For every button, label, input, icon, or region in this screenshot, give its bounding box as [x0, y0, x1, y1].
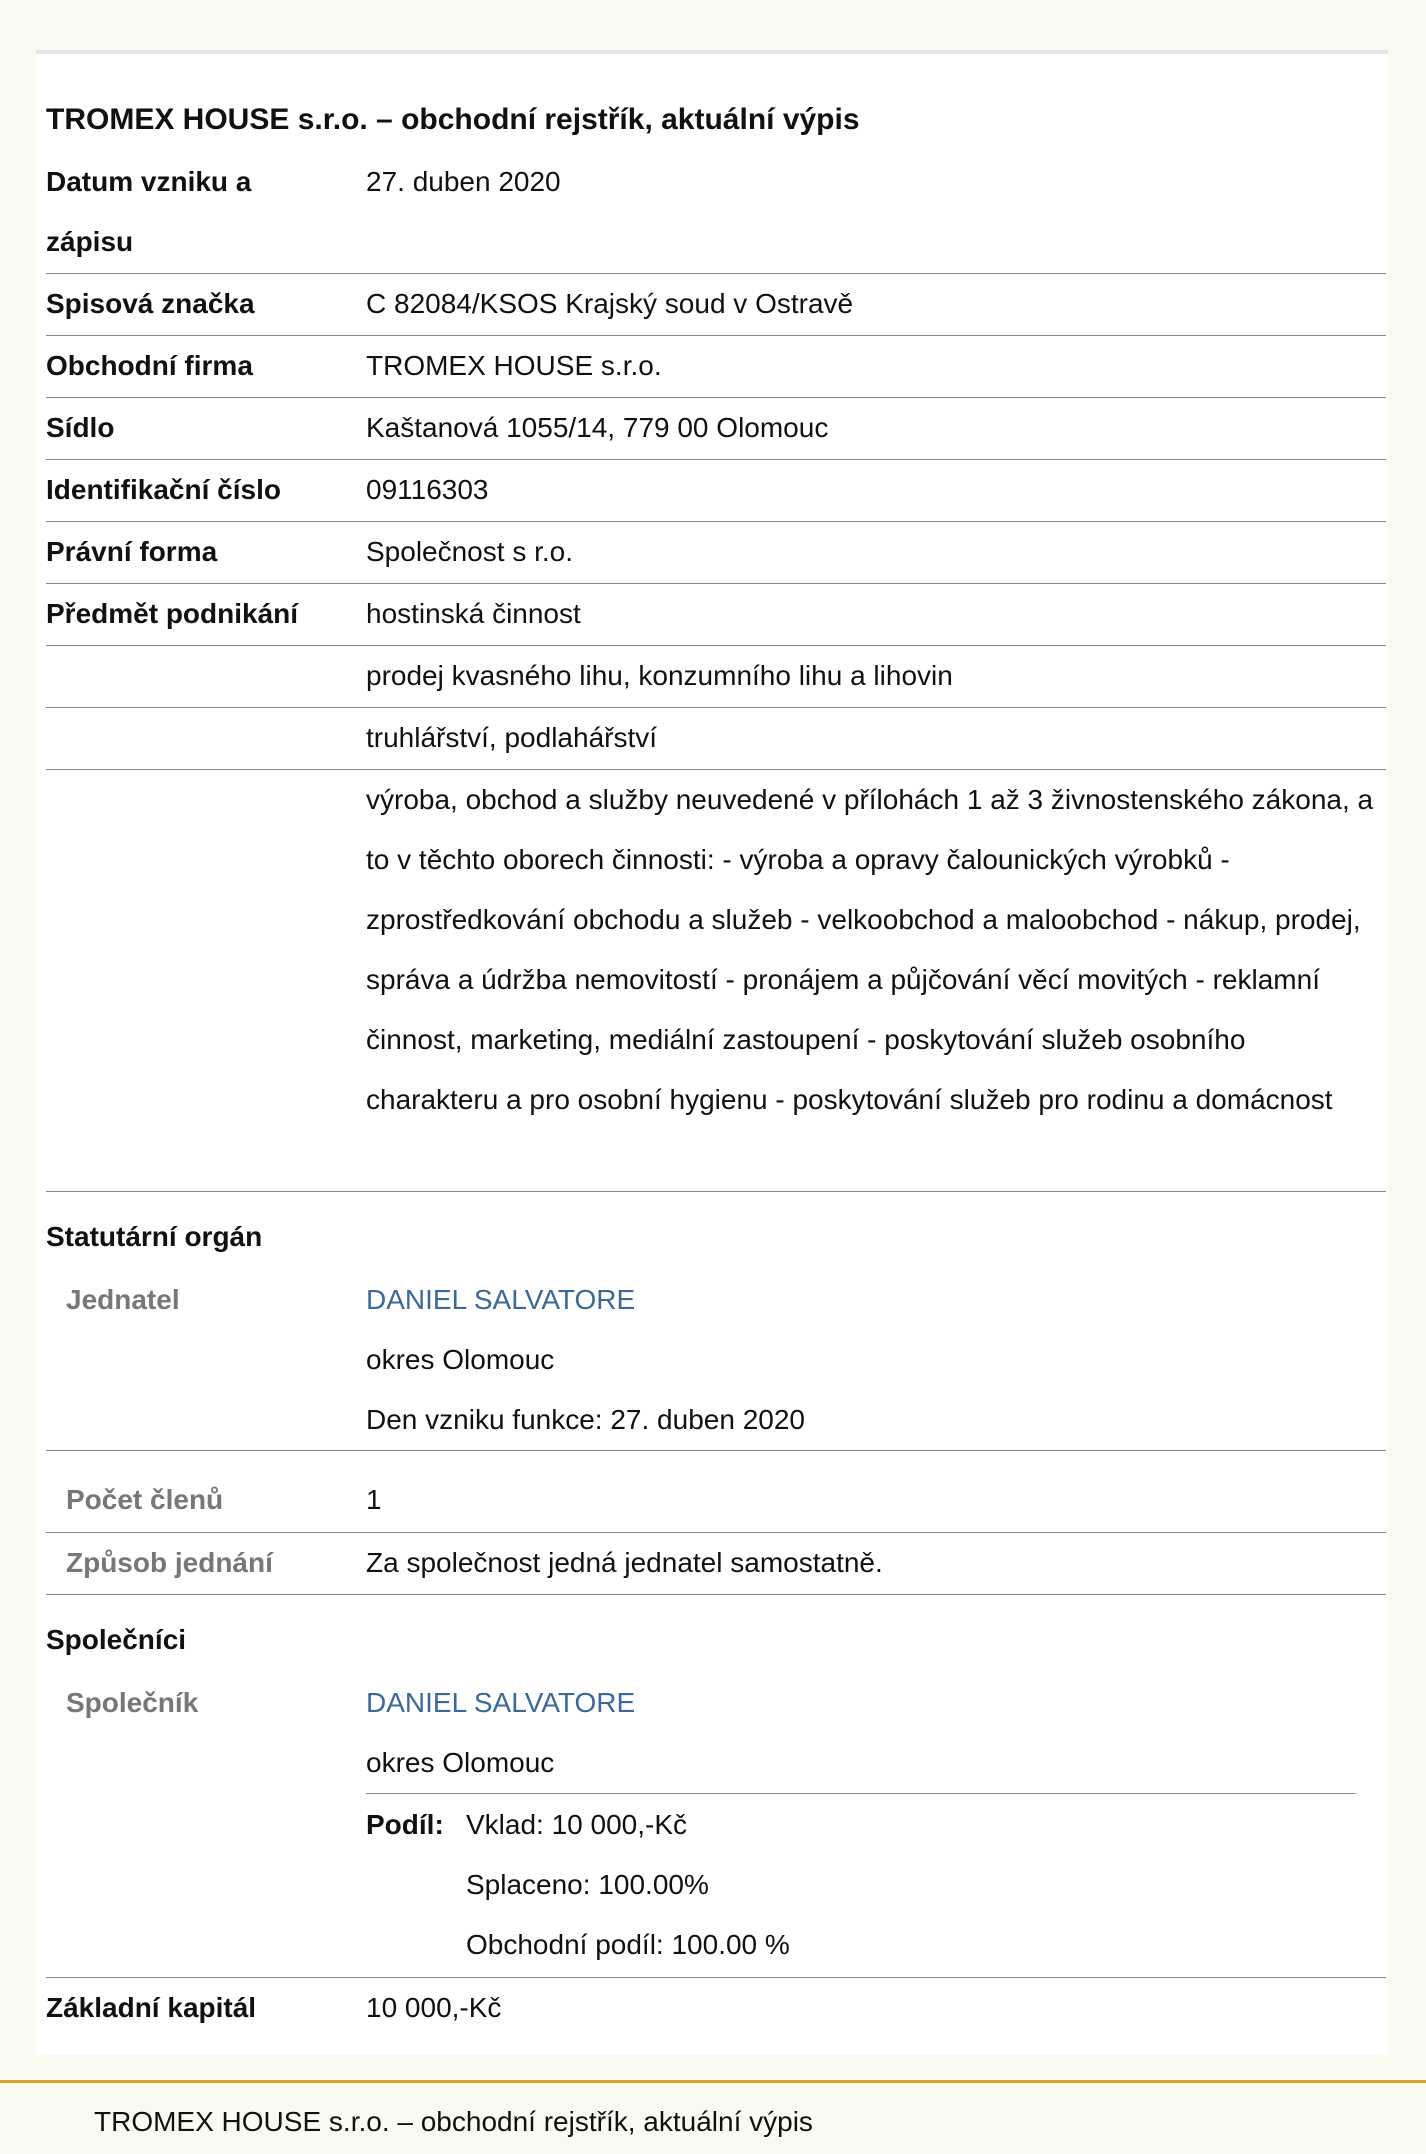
predmet-item: výroba, obchod a služby neuvedené v přílohách 1 až 3 živnostenského zákona, a to v těchto oborech činnosti: - výroba a opravy čalounických výrobků - zprostředkování obchodu a služeb - velkoobchod a maloobchod - nákup, prodej, správa a údržba nemovitostí - pronájem a půjčování věcí movitých - reklamní činnost, marketing, mediální zastoupení - poskytování služeb osobního charakteru a pro osobní hygienu - poskytování služeb pro rodinu a domácnost	[366, 784, 1374, 1115]
label-zakladni-kapital: Základní kapitál	[46, 1992, 257, 2023]
label-jednatel: Jednatel	[66, 1284, 180, 1315]
spolecnik-okres: okres Olomouc	[366, 1747, 555, 1778]
label-zpusob-jednani: Způsob jednání	[66, 1547, 273, 1578]
predmet-item: truhlářství, podlahářství	[366, 722, 658, 753]
label-datum-vzniku: Datum vzniku a zápisu	[46, 166, 252, 257]
predmet-item: prodej kvasného lihu, konzumního lihu a lihovin	[366, 660, 953, 691]
label-spolecnik: Společník	[66, 1687, 199, 1718]
predmet-item: hostinská činnost	[366, 598, 581, 629]
footer-title: TROMEX HOUSE s.r.o. – obchodní rejstřík, aktuální výpis	[94, 2106, 813, 2137]
label-obchodni-firma: Obchodní firma	[46, 350, 253, 381]
divider	[366, 1793, 1356, 1794]
label-podil: Podíl:	[366, 1809, 444, 1840]
footer-divider	[0, 2080, 1426, 2083]
page-title: TROMEX HOUSE s.r.o. – obchodní rejstřík, aktuální výpis	[46, 103, 860, 136]
label-predmet-podnikani: Předmět podnikání	[46, 598, 299, 629]
value-sidlo: Kaštanová 1055/14, 779 00 Olomouc	[366, 412, 829, 443]
value-obchodni-firma: TROMEX HOUSE s.r.o.	[366, 350, 662, 381]
jednatel-name-link[interactable]: DANIEL SALVATORE	[366, 1284, 636, 1315]
jednatel-den-vzniku: Den vzniku funkce: 27. duben 2020	[366, 1404, 805, 1435]
value-zpusob-jednani: Za společnost jedná jednatel samostatně.	[366, 1547, 883, 1578]
value-zakladni-kapital: 10 000,-Kč	[366, 1992, 502, 2023]
label-sidlo: Sídlo	[46, 412, 115, 443]
label-ico: Identifikační číslo	[46, 474, 281, 505]
label-spisova-znacka: Spisová značka	[46, 288, 255, 319]
value-spisova-znacka: C 82084/KSOS Krajský soud v Ostravě	[366, 288, 854, 319]
value-vklad: Vklad: 10 000,-Kč	[466, 1809, 688, 1840]
value-datum-vzniku: 27. duben 2020	[366, 166, 561, 197]
divider	[46, 1450, 1386, 1451]
spolecnik-name-link[interactable]: DANIEL SALVATORE	[366, 1687, 636, 1718]
label-pravni-forma: Právní forma	[46, 536, 218, 567]
divider	[46, 1191, 1386, 1192]
value-splaceno: Splaceno: 100.00%	[466, 1869, 709, 1900]
section-spolecnici: Společníci	[46, 1624, 187, 1655]
value-pravni-forma: Společnost s r.o.	[366, 536, 574, 567]
label-pocet-clenu: Počet členů	[66, 1484, 224, 1515]
value-pocet-clenu: 1	[366, 1484, 382, 1515]
divider	[46, 1594, 1386, 1595]
section-statutarni-organ: Statutární orgán	[46, 1221, 263, 1252]
value-ico: 09116303	[366, 474, 489, 505]
value-obchodni-podil: Obchodní podíl: 100.00 %	[466, 1929, 790, 1960]
jednatel-okres: okres Olomouc	[366, 1344, 555, 1375]
